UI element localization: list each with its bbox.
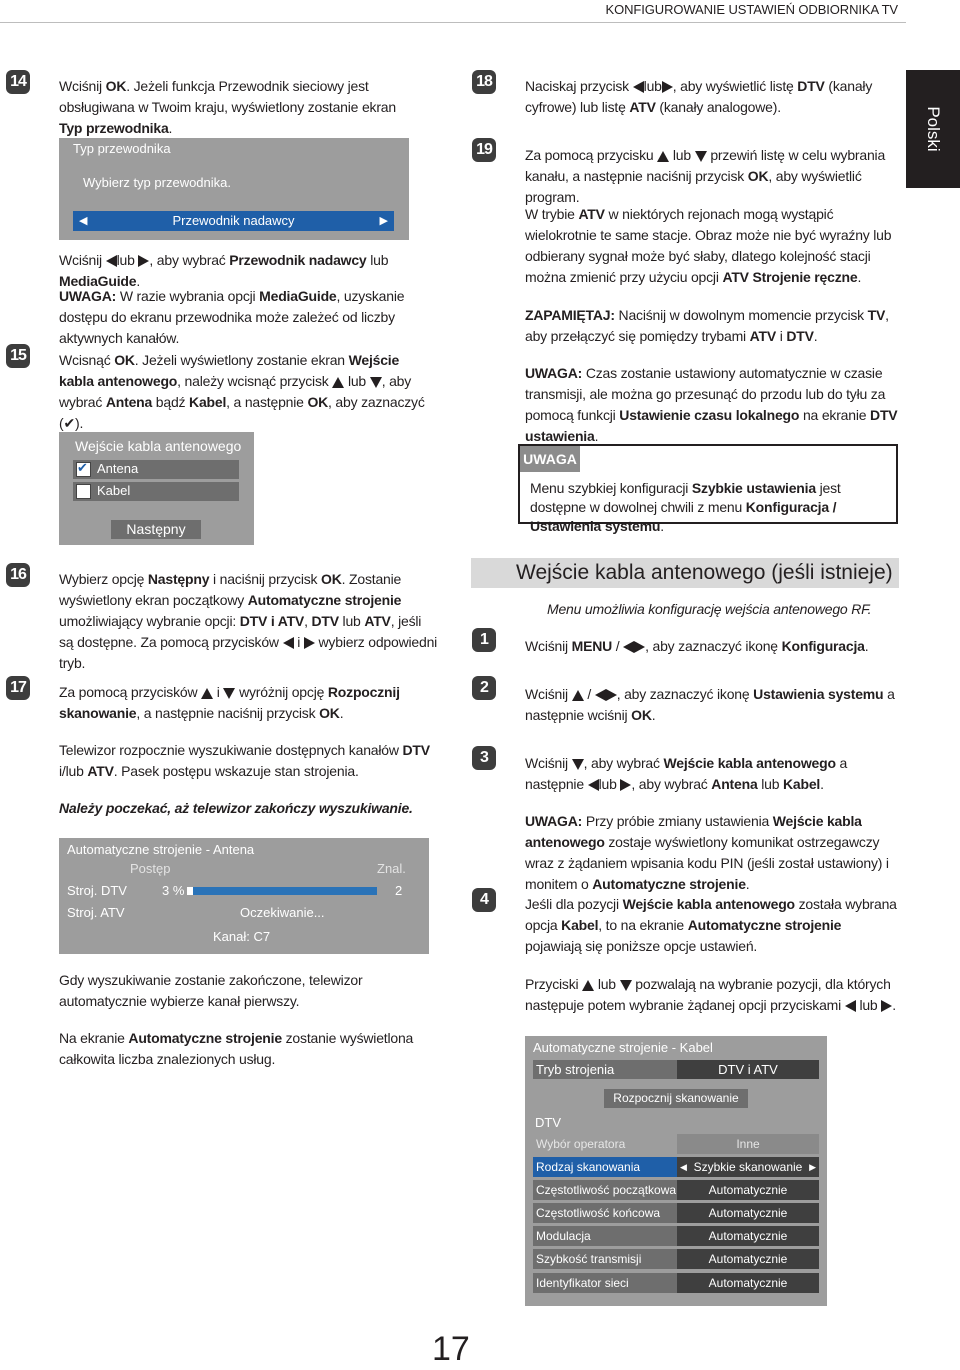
right-arrow-icon[interactable]: ▶ — [809, 1162, 816, 1172]
modulation-label: Modulacja — [536, 1229, 591, 1243]
right-arrow-icon — [662, 81, 673, 93]
step-14-badge: 14 — [6, 70, 30, 94]
step-3-note: UWAGA: Przy próbie zmiany ustawienia Wejście kabla antenowego zostaje wyświetlony komunikat ostrzegawczy wraz z żądaniem wpisania kodu PIN (jeśli został ustawiony) i monitem o Automatyczne strojenie. — [525, 813, 889, 892]
atv-status: Oczekiwanie... — [240, 905, 325, 920]
header-divider — [0, 22, 906, 23]
start-frequency-value[interactable]: Automatycznie — [677, 1180, 819, 1200]
step-2-badge: 2 — [472, 676, 496, 700]
left-arrow-icon — [106, 255, 117, 267]
dtv-progress-bar — [187, 887, 377, 895]
start-frequency-label: Częstotliwość początkowa — [536, 1183, 677, 1197]
step-1-text: Wciśnij MENU / , aby zaznaczyć ikonę Konfiguracja. — [525, 638, 869, 654]
section-intro: Menu umożliwia konfigurację wejścia antenowego RF. — [547, 601, 872, 617]
cable-option-row[interactable] — [73, 482, 239, 501]
dtv-progress-fill — [187, 887, 193, 895]
cable-option-label: Kabel — [97, 483, 131, 498]
antenna-option-label: Antena — [97, 461, 139, 476]
step-19-badge: 19 — [472, 138, 496, 162]
antenna-option-row[interactable] — [73, 460, 239, 479]
right-arrow-icon — [606, 689, 617, 701]
step-17-text: Za pomocą przycisków i wyróżnij opcję Rozpocznij skanowanie, a następnie naciśnij przycisk OK. — [59, 684, 400, 721]
tuning-mode-row[interactable] — [533, 1060, 819, 1079]
symbol-rate-value[interactable]: Automatycznie — [677, 1249, 819, 1269]
step-18-badge: 18 — [472, 70, 496, 94]
left-arrow-icon — [633, 81, 644, 93]
quick-setup-note-box — [518, 444, 898, 534]
page-header-title: KONFIGUROWANIE USTAWIEŃ ODBIORNIKA TV — [605, 2, 898, 17]
settings-row[interactable] — [533, 1249, 819, 1269]
atv-tuning-label: Stroj. ATV — [67, 905, 125, 920]
step-3-badge: 3 — [472, 746, 496, 770]
modulation-value[interactable]: Automatycznie — [677, 1226, 819, 1246]
remember-note: ZAPAMIĘTAJ: Naciśnij w dowolnym momencie przycisk TV, aby przełączyć się pomiędzy trybami ATV i DTV. — [525, 307, 889, 344]
scan-type-value-text: Szybkie skanowanie — [693, 1160, 803, 1174]
step-4-badge: 4 — [472, 888, 496, 912]
left-arrow-icon — [283, 637, 294, 649]
quick-setup-note-text: Menu szybkiej konfiguracji Szybkie ustawienia jest dostępne w dowolnej chwili z menu Konfiguracja / Ustawienia systemu. — [530, 480, 841, 534]
right-arrow-icon — [634, 641, 645, 653]
up-arrow-icon — [657, 151, 669, 162]
left-arrow-icon[interactable]: ◀ — [680, 1162, 687, 1172]
settings-row[interactable] — [533, 1226, 819, 1246]
atv-note: W trybie ATV w niektórych rejonach mogą wystąpić wielokrotnie te same stacje. Obraz może nie być wyraźny lub odbierany sygnał może być słaby, dlatego kolejność stacji można zmienić przy użyciu opcji ATV Strojenie ręczne. — [525, 206, 892, 285]
down-arrow-icon — [370, 377, 382, 388]
up-arrow-icon — [201, 688, 213, 699]
found-header: Znal. — [377, 861, 406, 876]
left-arrow-icon — [845, 1000, 856, 1012]
step-4-text: Jeśli dla pozycji Wejście kabla antenowego została wybrana opcja Kabel, to na ekranie Automatyczne strojenie pojawiają się poniższe opcje ustawień. — [525, 896, 897, 954]
step-16-text: Wybierz opcję Następny i naciśnij przycisk OK. Zostanie wyświetlony ekran początkowy Automatyczne strojenie umożliwiający wybranie opcji: DTV i ATV, DTV lub ATV, jeśli są dostępne. Za pomocą przycisków i wybierz odpowiedni tryb. — [59, 571, 438, 671]
operator-value[interactable]: Inne — [677, 1134, 819, 1154]
auto-tuning-antenna-panel — [59, 838, 429, 954]
section-heading — [471, 558, 899, 588]
dtv-tuning-label: Stroj. DTV — [67, 883, 127, 898]
up-arrow-icon — [572, 690, 584, 701]
note-label: UWAGA — [520, 446, 580, 472]
right-arrow-icon — [881, 1000, 892, 1012]
step-17-badge: 17 — [6, 676, 30, 700]
guide-panel-title: Typ przewodnika — [73, 141, 171, 156]
channel-label: Kanał: C7 — [213, 929, 271, 944]
settings-row[interactable] — [533, 1134, 819, 1154]
down-arrow-icon — [695, 151, 707, 162]
step-14-note: UWAGA: W razie wybrania opcji MediaGuide, uzyskanie dostępu do ekranu przewodnika może zależeć od liczby aktywnych kanałów. — [59, 288, 405, 346]
step-15-badge: 15 — [6, 344, 30, 368]
up-arrow-icon — [332, 377, 344, 388]
next-button[interactable]: Następny — [111, 520, 201, 539]
network-id-label: Identyfikator sieci — [536, 1276, 629, 1290]
guide-option-label: Przewodnik nadawcy — [172, 213, 295, 228]
guide-panel-subtitle: Wybierz typ przewodnika. — [83, 175, 231, 190]
left-arrow-icon — [588, 779, 599, 791]
cable-checkbox[interactable] — [76, 484, 91, 499]
dtv-found-count: 2 — [395, 883, 403, 898]
down-arrow-icon — [620, 980, 632, 991]
cable-panel-title: Automatyczne strojenie - Kabel — [533, 1040, 713, 1055]
symbol-rate-label: Szybkość transmisji — [536, 1252, 642, 1266]
step-17-wait-note: Należy poczekać, aż telewizor zakończy wyszukiwanie. — [59, 800, 413, 816]
step-15-text: Wcisnąć OK. Jeżeli wyświetlony zostanie ekran Wejście kabla antenowego, należy wcisnąć przycisk lub , aby wybrać Antena bądź Kabel, a następnie OK, aby zaznaczyć (✔). — [59, 352, 425, 431]
scan-panel-title: Automatyczne strojenie - Antena — [67, 842, 255, 857]
antenna-checkbox[interactable] — [76, 462, 91, 477]
down-arrow-icon — [572, 759, 584, 770]
up-arrow-icon — [582, 980, 594, 991]
left-arrow-icon — [595, 689, 606, 701]
section-heading-text: Wejście kabla antenowego (jeśli istnieje) — [516, 561, 893, 584]
scan-type-label: Rodzaj skanowania — [536, 1160, 641, 1174]
end-frequency-label: Częstotliwość końcowa — [536, 1206, 661, 1220]
start-scan-button[interactable]: Rozpocznij skanowanie — [604, 1089, 748, 1108]
right-arrow-icon — [620, 779, 631, 791]
tuning-mode-value[interactable]: DTV i ATV — [677, 1060, 819, 1079]
step-18-text: Naciskaj przycisk lub , aby wyświetlić listę DTV (kanały cyfrowe) lub listę ATV (kanały analogowe). — [525, 78, 873, 115]
down-arrow-icon — [223, 688, 235, 699]
end-frequency-value[interactable]: Automatycznie — [677, 1203, 819, 1223]
network-id-value[interactable]: Automatycznie — [677, 1273, 819, 1293]
auto-tuning-cable-panel — [525, 1036, 827, 1306]
settings-row[interactable] — [533, 1203, 819, 1223]
language-side-tab — [906, 70, 960, 188]
right-arrow-icon — [304, 637, 315, 649]
step-19-text: Za pomocą przycisku lub przewiń listę w celu wybrania kanału, a następnie naciśnij przycisk OK, aby wyświetlić program. — [525, 147, 886, 205]
antenna-panel-title: Wejście kabla antenowego — [75, 438, 242, 454]
right-arrow-icon — [138, 255, 149, 267]
step-1-badge: 1 — [472, 628, 496, 652]
step-17-scan-info: Telewizor rozpocznie wyszukiwanie dostępnych kanałów DTV i/lub ATV. Pasek postępu wskazuje stan strojenia. — [59, 742, 430, 779]
tuning-mode-label: Tryb strojenia — [536, 1062, 615, 1077]
time-note: UWAGA: Czas zostanie ustawiony automatycznie w czasie transmisji, ale można go przesunąć do przodu lub do tyłu za pomocą funkcji Ustawienie czasu lokalnego na ekranie DTV ustawienia. — [525, 365, 898, 444]
step-17-finished-text: Gdy wyszukiwanie zostanie zakończone, telewizor automatycznie wybierze kanał pierwszy. — [59, 972, 363, 1009]
progress-header: Postęp — [130, 861, 171, 876]
checkmark-icon: ✔ — [77, 460, 88, 475]
step-4-navigation: Przyciski lub pozwalają na wybranie pozycji, dla których następuje potem wybranie żądanej opcji przyciskami lub . — [525, 976, 896, 1013]
left-arrow-icon[interactable]: ◀ — [79, 215, 88, 227]
scan-type-row[interactable] — [533, 1157, 819, 1177]
settings-row[interactable] — [533, 1180, 819, 1200]
step-16-badge: 16 — [6, 563, 30, 587]
right-arrow-icon[interactable]: ▶ — [379, 215, 388, 227]
guide-option-selector[interactable] — [73, 211, 394, 231]
step-17-total-text: Na ekranie Automatyczne strojenie zostanie wyświetlona całkowita liczba znalezionych usług. — [59, 1030, 414, 1067]
settings-row[interactable] — [533, 1273, 819, 1293]
left-arrow-icon — [623, 641, 634, 653]
operator-label: Wybór operatora — [536, 1137, 626, 1151]
step-3-text: Wciśnij , aby wybrać Wejście kabla antenowego a następnie lub , aby wybrać Antena lub Kabel. — [525, 755, 848, 792]
checkmark-icon: ✔ — [63, 415, 75, 431]
dtv-progress-percent: 3 % — [162, 883, 185, 898]
step-2-text: Wciśnij / , aby zaznaczyć ikonę Ustawienia systemu a następnie wciśnij OK. — [525, 686, 895, 723]
language-label: Polski — [924, 106, 943, 152]
dtv-section-label: DTV — [535, 1115, 561, 1130]
step-14-select-text: Wciśnij lub , aby wybrać Przewodnik nadawcy lub MediaGuide. — [59, 252, 389, 289]
scan-type-value[interactable] — [677, 1157, 819, 1177]
step-14-text: Wciśnij OK. Jeżeli funkcja Przewodnik sieciowy jest obsługiwana w Twoim kraju, wyświetlony zostanie ekran Typ przewodnika. — [59, 78, 396, 136]
antenna-input-panel — [59, 432, 254, 545]
guide-type-panel — [59, 138, 409, 240]
page-number: 17 — [432, 1330, 470, 1368]
